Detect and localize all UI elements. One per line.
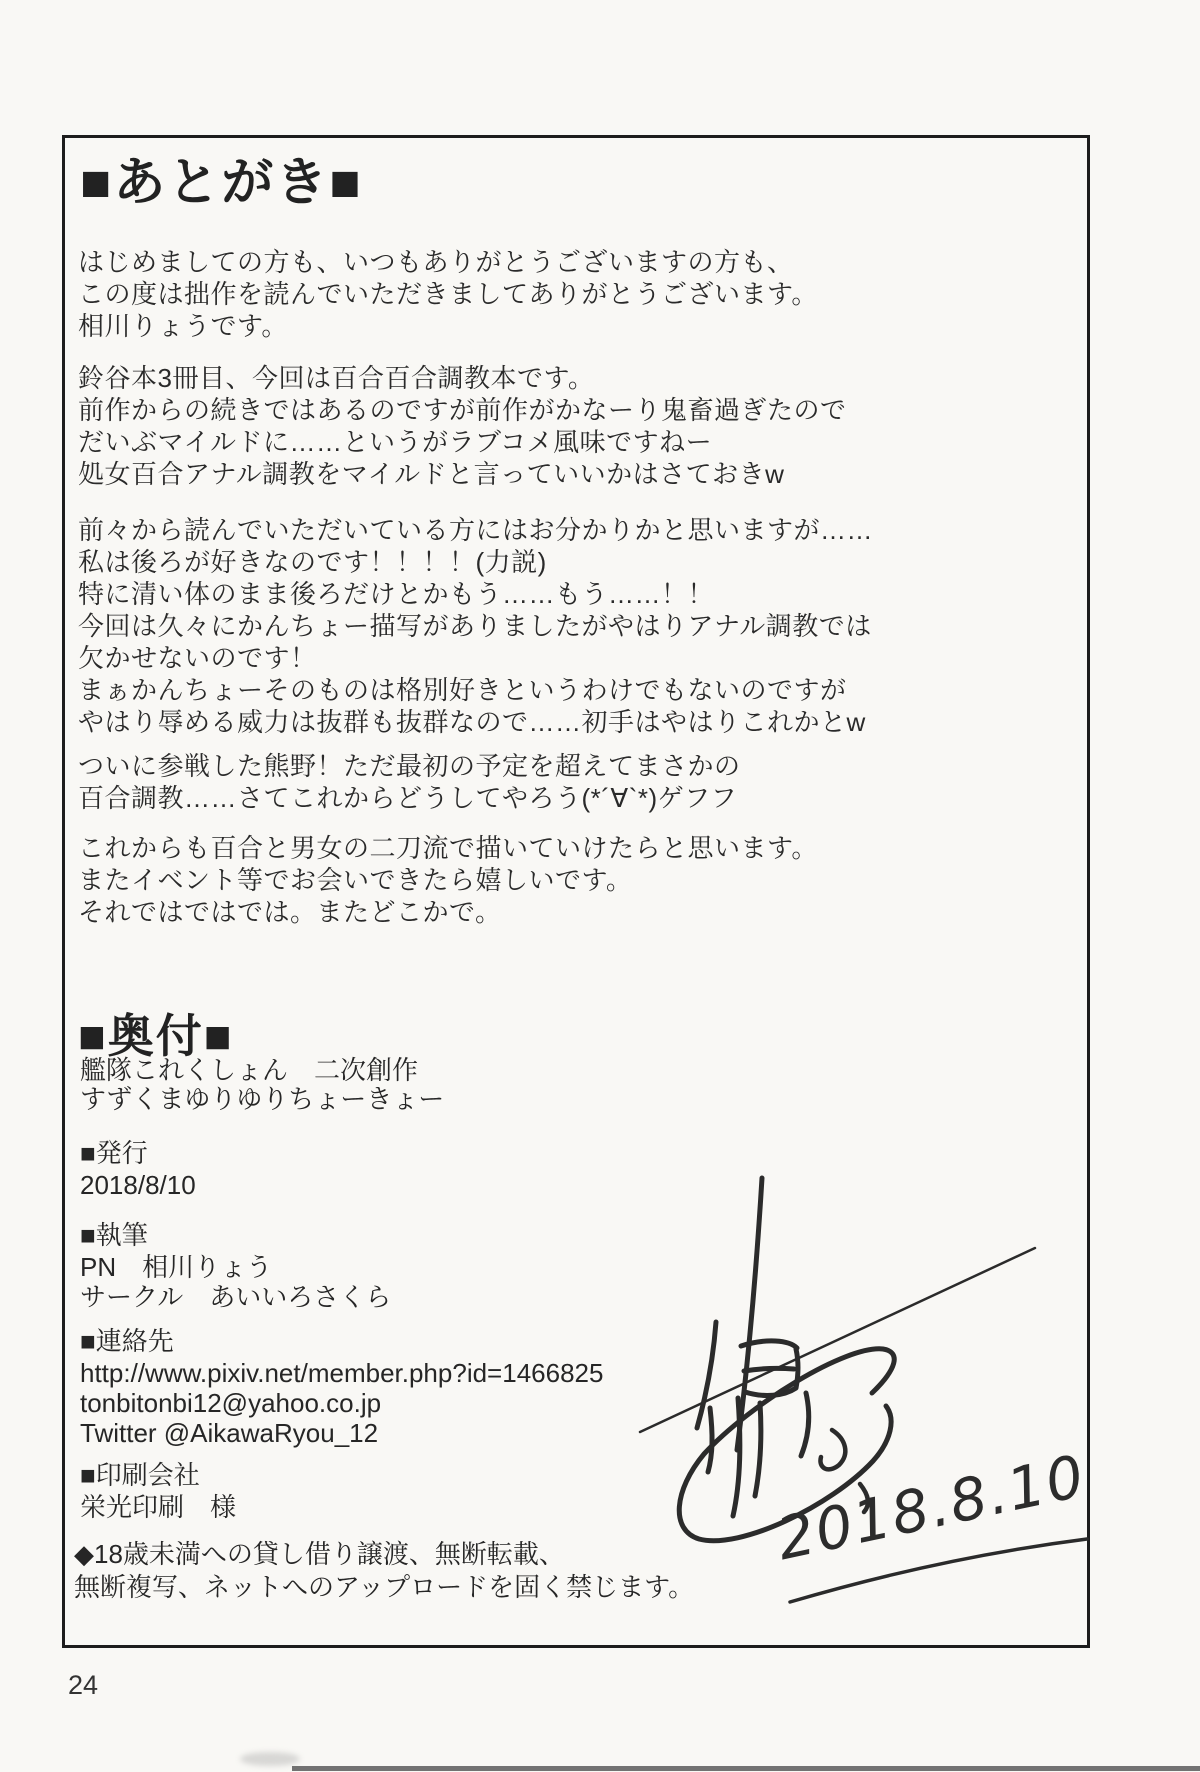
afterword-paragraph-5 <box>78 832 818 928</box>
text-line: 今回は久々にかんちょー描写がありましたがやはりアナル調教では <box>78 611 872 641</box>
text-line: それではではでは。またどこかで。 <box>78 897 502 927</box>
text-line: だいぶマイルドに……というがラブコメ風味ですねー <box>78 427 713 457</box>
text-line: ◆18歳未満への貸し借り譲渡、無断転載、 <box>74 1539 565 1569</box>
signature-date: 2018.8.10 <box>770 1441 1092 1574</box>
text-line: サークル あいいろさくら <box>80 1282 392 1312</box>
text-line: 処女百合アナル調教をマイルドと言っていいかはさておきw <box>78 459 785 489</box>
colophon-section-contact <box>80 1326 603 1448</box>
section-heading: ■執筆 <box>80 1220 148 1250</box>
text-line: やはり辱める威力は抜群も抜群なので……初手はやはりこれかとw <box>78 707 866 737</box>
afterword-paragraph-1 <box>78 246 818 342</box>
text-line: またイベント等でお会いできたら嬉しいです。 <box>78 865 633 895</box>
text-line: 2018/8/10 <box>80 1170 196 1200</box>
colophon-section-author <box>80 1220 391 1312</box>
section-heading: ■連絡先 <box>80 1326 174 1356</box>
text-line: 相川りょうです。 <box>78 311 288 341</box>
text-line: 鈴谷本3冊目、今回は百合百合調教本です。 <box>78 363 595 393</box>
afterword-paragraph-2 <box>78 362 847 490</box>
contact-url-text: http://www.pixiv.net/member.php?id=1466825 <box>80 1358 604 1388</box>
text-line: はじめましての方も、いつもありがとうございますの方も、 <box>78 247 794 277</box>
signature-scribble <box>600 1100 1100 1680</box>
colophon-section-printer <box>80 1460 236 1522</box>
colophon-title: ■奥付■ <box>78 1010 234 1062</box>
text-line: PN 相川りょう <box>80 1252 273 1282</box>
text-line: これからも百合と男女の二刀流で描いていけたらと思います。 <box>78 833 818 863</box>
text-line: すずくまゆりゆりちょーきょー <box>80 1084 445 1114</box>
text-line: 無断複写、ネットへのアップロードを固く禁じます。 <box>74 1572 695 1602</box>
contact-twitter-text: Twitter @AikawaRyou_12 <box>80 1418 379 1448</box>
text-line: 前々から読んでいただいている方にはお分かりかと思いますが…… <box>78 515 874 545</box>
text-line: 栄光印刷 様 <box>80 1492 237 1522</box>
text-line: 前作からの続きではあるのですが前作がかなーり鬼畜過ぎたので <box>78 395 847 425</box>
afterword-paragraph-4 <box>78 750 741 814</box>
afterword-title: ■あとがき■ <box>80 154 363 212</box>
section-heading: ■発行 <box>80 1138 148 1168</box>
text-line: 私は後ろが好きなのです！！！！(力説) <box>78 547 547 577</box>
page-number: 24 <box>68 1670 99 1700</box>
section-heading: ■印刷会社 <box>80 1460 200 1490</box>
scan-edge-artifact <box>292 1766 1200 1771</box>
text-line: 特に清い体のまま後ろだけとかもう……もう……！！ <box>78 579 715 609</box>
text-line: まぁかんちょーそのものは格別好きというわけでもないのですが <box>78 675 847 705</box>
scan-smudge <box>240 1752 300 1766</box>
text-line: 欠かせないのです！ <box>78 643 317 673</box>
colophon-subtitle <box>80 1056 444 1114</box>
contact-email-text: tonbitonbi12@yahoo.co.jp <box>80 1388 382 1418</box>
text-line: 艦隊これくしょん 二次創作 <box>80 1055 419 1085</box>
text-line: 百合調教……さてこれからどうしてやろう(*´∀`*)ゲフフ <box>78 783 738 813</box>
text-line: ついに参戦した熊野！ただ最初の予定を超えてまさかの <box>78 751 741 781</box>
afterword-paragraph-3 <box>78 514 873 738</box>
colophon-section-published <box>80 1138 196 1200</box>
text-line: この度は拙作を読んでいただきましてありがとうございます。 <box>78 279 818 309</box>
